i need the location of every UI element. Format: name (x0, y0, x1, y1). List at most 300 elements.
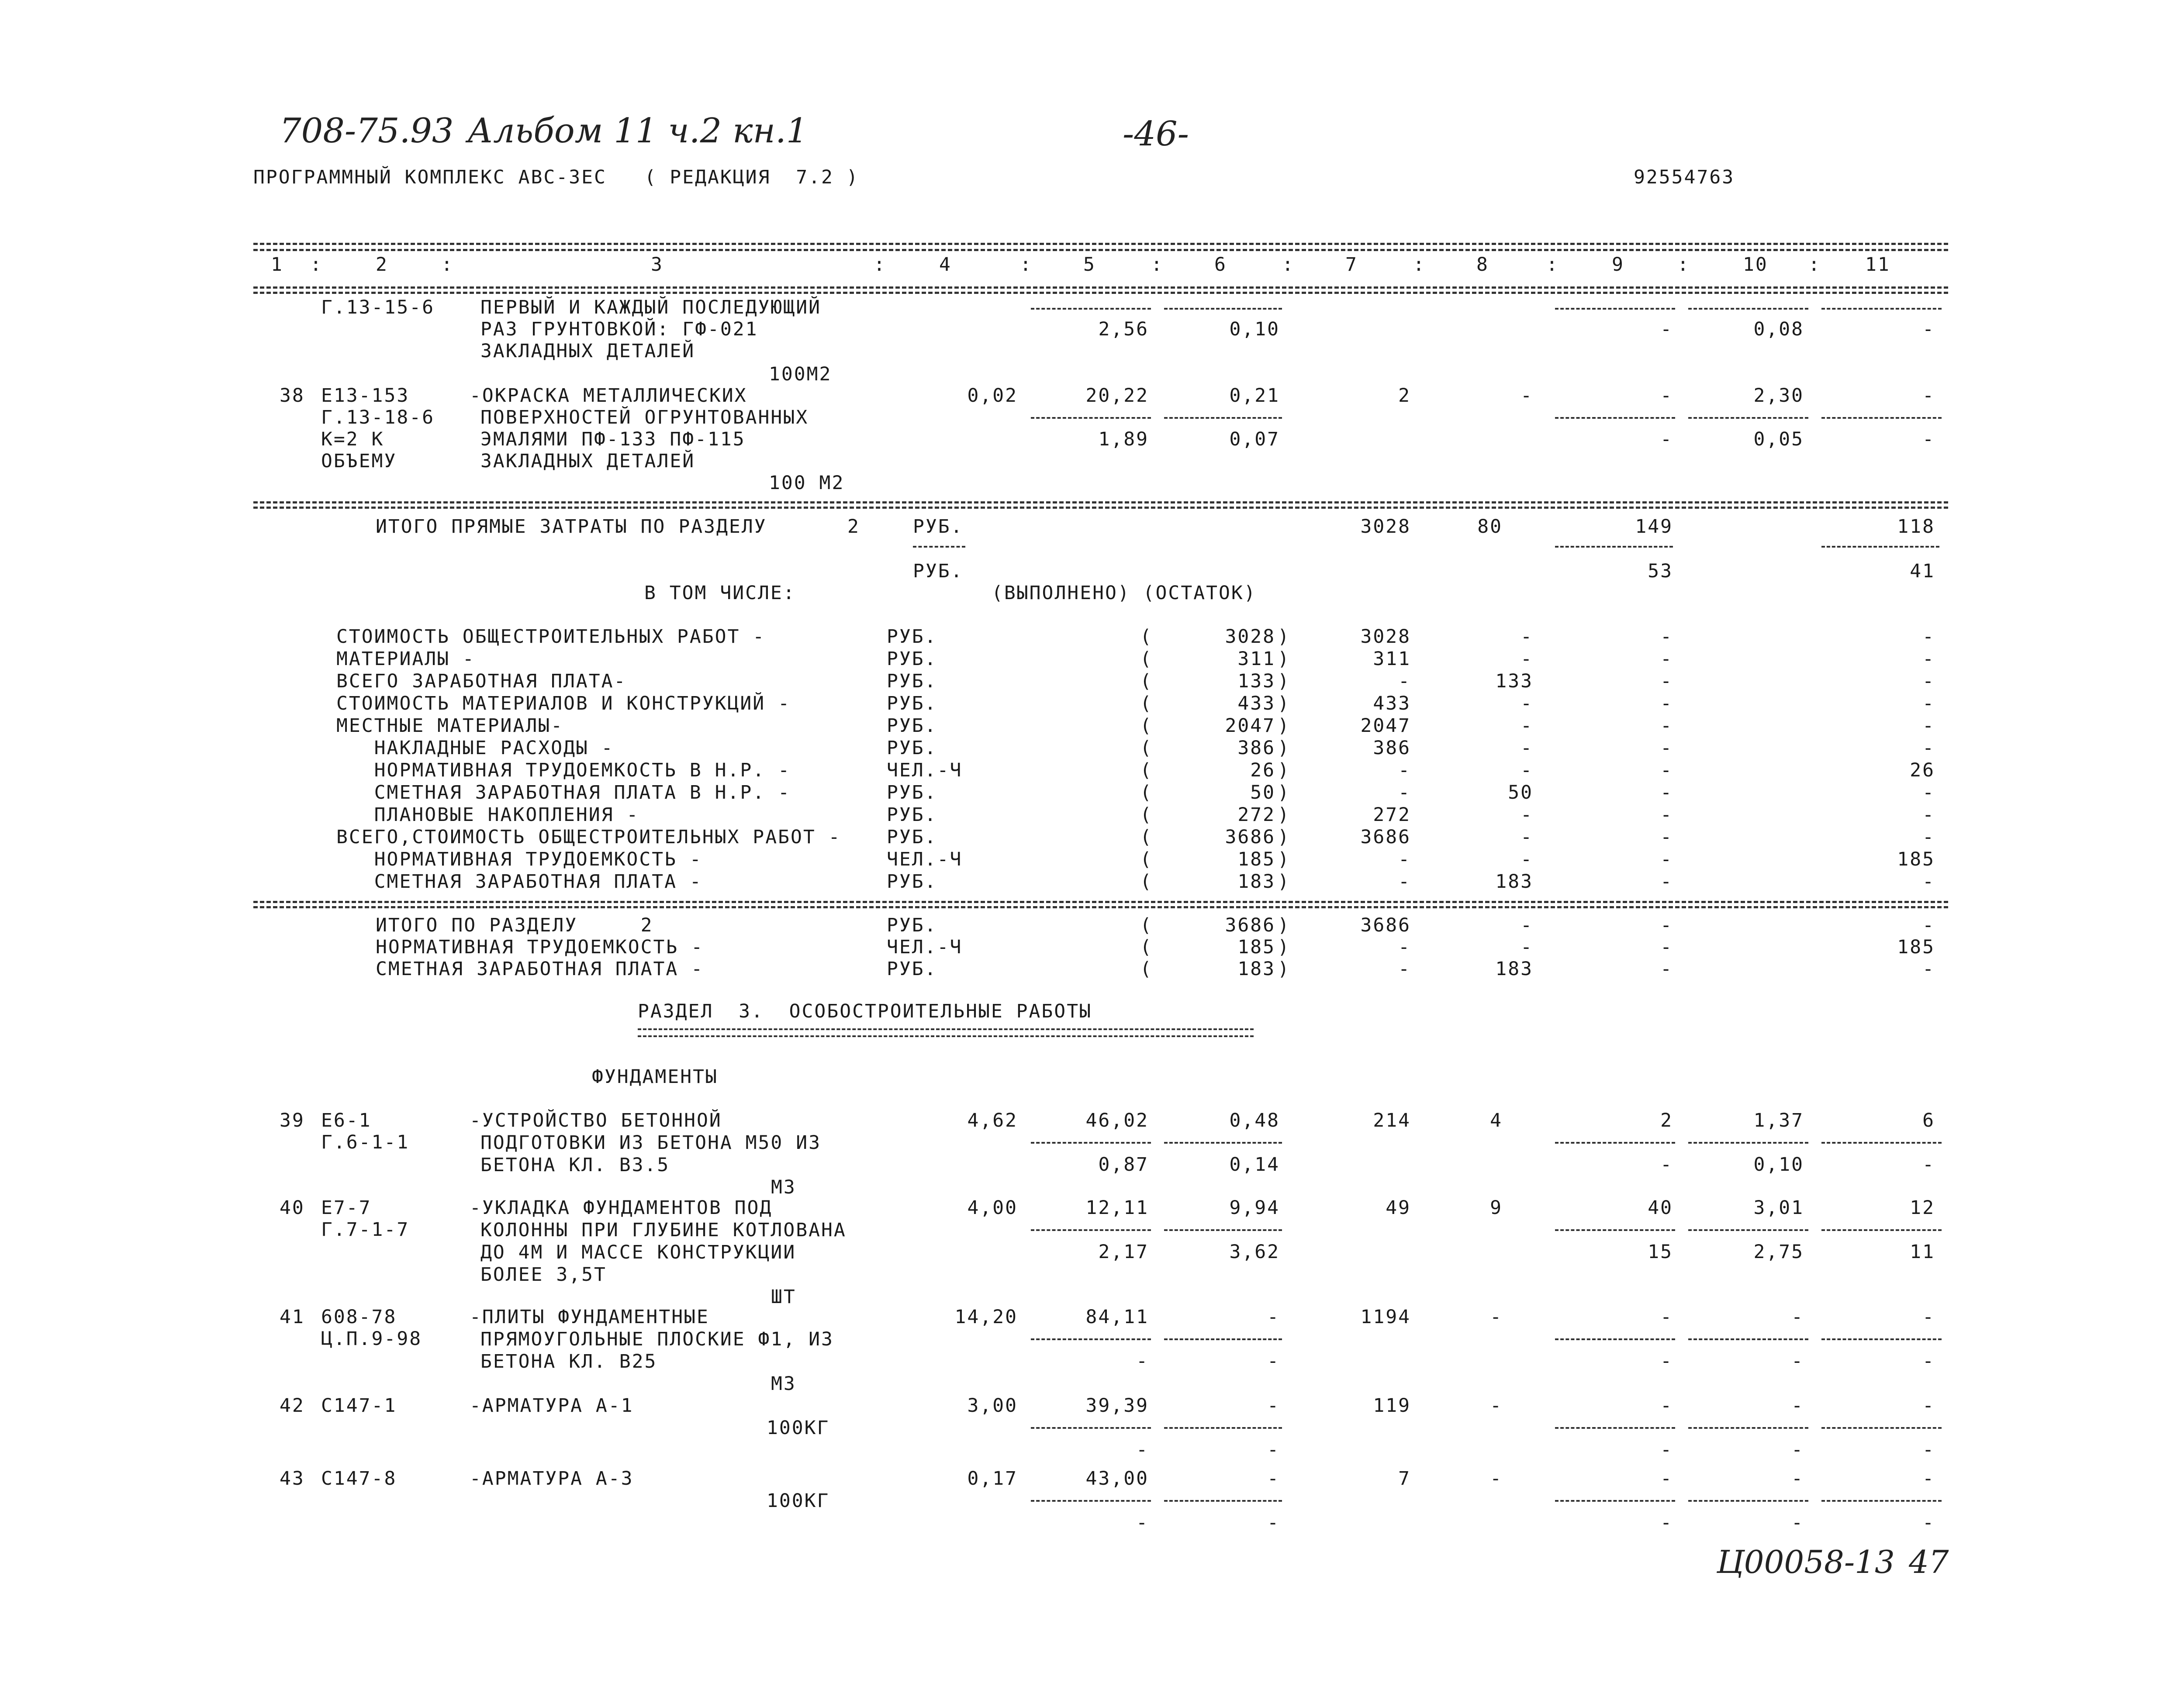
cell-c10: 2,30 (1753, 385, 1804, 407)
breakdown-label: СМЕТНАЯ ЗАРАБОТНАЯ ПЛАТА - (336, 871, 702, 893)
cell-c4: 4,62 (967, 1110, 1018, 1131)
item-code: Е13-153 (321, 385, 410, 407)
breakdown-label: НОРМАТИВНАЯ ТРУДОЕМКОСТЬ В Н.Р. - (336, 759, 791, 781)
row-rule (1555, 417, 1675, 419)
cell-c9: - (1660, 385, 1673, 407)
cell-c6: - (1267, 1306, 1280, 1328)
row-rule (1164, 1427, 1282, 1429)
cell-c9: 149 (1635, 516, 1673, 538)
row-rule (913, 546, 965, 548)
item-description-line: РАЗ ГРУНТОВКОЙ: ГФ-021 (480, 318, 758, 340)
item-description-line: БЕТОНА КЛ. В25 (480, 1351, 657, 1372)
item-description-line: ЗАКЛАДНЫХ ДЕТАЛЕЙ (480, 340, 695, 362)
cell-c4: 0,02 (967, 385, 1018, 407)
cell-c11: 26 (1910, 759, 1935, 781)
close-paren: ) (1278, 936, 1290, 958)
row-rule (1821, 308, 1942, 310)
breakdown-done: 2047 (1225, 715, 1275, 737)
row-rule (1164, 1229, 1282, 1231)
row-rule (1555, 1229, 1675, 1231)
cell-c5: 46,02 (1085, 1110, 1149, 1131)
cell-c9: - (1660, 1306, 1673, 1328)
document-id: 92554763 (1634, 166, 1735, 188)
section-itogo-rule-2 (253, 906, 1948, 908)
section-3-subtitle: ФУНДАМЕНТЫ (592, 1066, 718, 1088)
cell-c11: - (1922, 914, 1935, 936)
open-paren: ( (1140, 936, 1153, 958)
cell-c5: 43,00 (1085, 1468, 1149, 1490)
open-paren: ( (1140, 804, 1153, 826)
item-description-line: КОЛОННЫ ПРИ ГЛУБИНЕ КОТЛОВАНА (480, 1219, 847, 1241)
breakdown-unit: РУБ. (887, 782, 937, 803)
cell-c5: 12,11 (1085, 1197, 1149, 1219)
cell-c10: 1,37 (1753, 1110, 1804, 1131)
cell-c9: - (1660, 1154, 1673, 1176)
item-number: 42 (280, 1395, 305, 1417)
breakdown-unit: РУБ. (887, 826, 937, 848)
item-description-line: -АРМАТУРА А-3 (470, 1468, 634, 1490)
itogo-unit: РУБ. (887, 958, 937, 980)
cell-c6: 3,62 (1229, 1241, 1280, 1263)
table-top-rule (253, 243, 1948, 245)
column-header: 6 (1214, 254, 1227, 276)
item-ref: Ц.П.9-98 (321, 1328, 422, 1350)
cell-c9: - (1660, 737, 1673, 759)
row-rule (1031, 1229, 1151, 1231)
close-paren: ) (1278, 648, 1290, 670)
breakdown-label: СМЕТНАЯ ЗАРАБОТНАЯ ПЛАТА В Н.Р. - (336, 782, 791, 803)
row-rule (1688, 1427, 1808, 1429)
including-label: В ТОМ ЧИСЛЕ: (644, 582, 796, 604)
section-3-underline (638, 1028, 1254, 1037)
row-rule (1031, 1427, 1151, 1429)
cell-c11: - (1922, 1512, 1935, 1534)
breakdown-rest: 272 (1373, 804, 1411, 826)
item-number: 41 (280, 1306, 305, 1328)
itogo-label: СМЕТНАЯ ЗАРАБОТНАЯ ПЛАТА - (376, 958, 704, 980)
column-header: 4 (939, 254, 952, 276)
cell-c6: 0,10 (1229, 318, 1280, 340)
row-rule (1031, 1338, 1151, 1340)
cell-c4: 14,20 (954, 1306, 1018, 1328)
breakdown-done: 3686 (1225, 826, 1275, 848)
cell-c10: - (1791, 1350, 1804, 1372)
item-code: Е6-1 (321, 1110, 372, 1131)
item-description-line: ДО 4М И МАССЕ КОНСТРУКЦИИ (480, 1241, 796, 1263)
item-number: 40 (280, 1197, 305, 1219)
row-rule (1821, 1500, 1942, 1502)
item-number: 39 (280, 1110, 305, 1131)
cell-c11: 185 (1897, 936, 1935, 958)
breakdown-rest: 311 (1373, 648, 1411, 670)
cell-c9: 53 (1648, 560, 1673, 582)
close-paren: ) (1278, 626, 1290, 648)
cell-c8: 133 (1495, 670, 1533, 692)
open-paren: ( (1140, 848, 1153, 870)
cell-c8: - (1521, 914, 1533, 936)
cell-c5: 1,89 (1098, 428, 1149, 450)
item-description-line: -ОКРАСКА МЕТАЛЛИЧЕСКИХ (470, 385, 747, 407)
cell-c9: - (1660, 318, 1673, 340)
section-3-title: РАЗДЕЛ 3. ОСОБОСТРОИТЕЛЬНЫЕ РАБОТЫ (638, 1000, 1092, 1022)
row-rule (1031, 417, 1151, 419)
column-separator: : (1020, 254, 1033, 276)
cell-c6: 0,07 (1229, 428, 1280, 450)
cell-c11: - (1922, 1350, 1935, 1372)
item-ref: Г.7-1-7 (321, 1219, 410, 1241)
open-paren: ( (1140, 648, 1153, 670)
item-description-line: ЭМАЛЯМИ ПФ-133 ПФ-115 (480, 428, 746, 450)
row-rule (1821, 1142, 1942, 1144)
cell-c9: - (1660, 670, 1673, 692)
row-rule (1821, 1338, 1942, 1340)
cell-c9: - (1660, 848, 1673, 870)
cell-c7: 49 (1386, 1197, 1411, 1219)
column-header: 8 (1476, 254, 1489, 276)
cell-c8: - (1521, 648, 1533, 670)
cell-c11: - (1922, 428, 1935, 450)
cell-c8: - (1521, 737, 1533, 759)
row-rule (1555, 1338, 1675, 1340)
row-rule (1688, 1500, 1808, 1502)
item-ref: Г.6-1-1 (321, 1131, 410, 1153)
cell-c11: - (1922, 1154, 1935, 1176)
breakdown-unit: РУБ. (887, 715, 937, 737)
item-ref: ОБЪЕМУ (321, 450, 397, 472)
item-description-line: -УСТРОЙСТВО БЕТОННОЙ (470, 1110, 722, 1131)
direct-costs-total-label: ИТОГО ПРЯМЫЕ ЗАТРАТЫ ПО РАЗДЕЛУ (376, 516, 767, 538)
breakdown-done: 3028 (1225, 626, 1275, 648)
close-paren: ) (1278, 782, 1290, 803)
cell-c8: 50 (1508, 782, 1533, 803)
cell-c9: - (1660, 1512, 1673, 1534)
section-total-rule (253, 501, 1948, 503)
cell-c8: - (1490, 1395, 1503, 1417)
cell-c10: - (1791, 1306, 1804, 1328)
open-paren: ( (1140, 715, 1153, 737)
row-rule (1555, 1142, 1675, 1144)
cell-c9: 40 (1648, 1197, 1673, 1219)
close-paren: ) (1278, 848, 1290, 870)
breakdown-rest: - (1398, 759, 1411, 781)
itogo-label: НОРМАТИВНАЯ ТРУДОЕМКОСТЬ - (376, 936, 704, 958)
breakdown-done: 50 (1250, 782, 1275, 803)
itogo-label: ИТОГО ПО РАЗДЕЛУ 2 (376, 914, 653, 936)
item-description-line: ПОДГОТОВКИ ИЗ БЕТОНА М50 ИЗ (480, 1132, 821, 1154)
cell-c8: 9 (1490, 1197, 1503, 1219)
handwritten-footer-page: 47 (1909, 1544, 1949, 1580)
table-header-rule (253, 286, 1948, 289)
row-rule (1688, 1338, 1808, 1340)
item-description-line: БОЛЕЕ 3,5Т (480, 1264, 607, 1286)
item-description-line: ПРЯМОУГОЛЬНЫЕ ПЛОСКИЕ Ф1, ИЗ (480, 1328, 834, 1350)
cell-c6: 0,14 (1229, 1154, 1280, 1176)
table-header-rule-2 (253, 292, 1948, 294)
close-paren: ) (1278, 693, 1290, 714)
row-rule (1821, 1427, 1942, 1429)
cell-c5: 2,17 (1098, 1241, 1149, 1263)
open-paren: ( (1140, 670, 1153, 692)
direct-costs-unit-2: РУБ. (913, 560, 964, 582)
close-paren: ) (1278, 914, 1290, 936)
cell-c9: - (1660, 1468, 1673, 1490)
cell-c8: - (1490, 1306, 1503, 1328)
cell-c11: - (1922, 782, 1935, 803)
cell-c11: - (1922, 693, 1935, 714)
breakdown-unit: РУБ. (887, 871, 937, 893)
breakdown-rest: 386 (1373, 737, 1411, 759)
cell-c9: - (1660, 804, 1673, 826)
row-rule (1164, 308, 1282, 310)
cell-c6: - (1267, 1395, 1280, 1417)
cell-c11: - (1922, 1468, 1935, 1490)
cell-c7: 3028 (1360, 516, 1411, 538)
item-unit: 100 М2 (769, 472, 845, 494)
handwritten-footer-code: Ц00058-13 (1717, 1544, 1895, 1580)
cell-c10: - (1791, 1468, 1804, 1490)
cell-c11: - (1922, 1306, 1935, 1328)
cell-c10: 0,10 (1753, 1154, 1804, 1176)
itogo-rest: - (1398, 958, 1411, 980)
cell-c11: 185 (1897, 848, 1935, 870)
breakdown-done: 26 (1250, 759, 1275, 781)
row-rule (1688, 308, 1808, 310)
close-paren: ) (1278, 958, 1290, 980)
cell-c11: - (1922, 826, 1935, 848)
cell-c11: - (1922, 385, 1935, 407)
row-rule (1555, 308, 1675, 310)
table-top-rule-2 (253, 249, 1948, 251)
breakdown-unit: РУБ. (887, 648, 937, 670)
cell-c8: - (1521, 385, 1533, 407)
cell-c9: - (1660, 826, 1673, 848)
item-number: 38 (280, 385, 305, 407)
close-paren: ) (1278, 826, 1290, 848)
close-paren: ) (1278, 715, 1290, 737)
row-rule (1821, 546, 1939, 548)
breakdown-rest: 2047 (1360, 715, 1411, 737)
cell-c11: - (1922, 1439, 1935, 1461)
cell-c10: 3,01 (1753, 1197, 1804, 1219)
cell-c11: - (1922, 871, 1935, 893)
cell-c5: 20,22 (1085, 385, 1149, 407)
itogo-done: 183 (1237, 958, 1275, 980)
cell-c11: 118 (1897, 516, 1935, 538)
open-paren: ( (1140, 826, 1153, 848)
cell-c8: - (1521, 715, 1533, 737)
cell-c9: 15 (1648, 1241, 1673, 1263)
cell-c11: - (1922, 715, 1935, 737)
itogo-unit: ЧЕЛ.-Ч (887, 936, 963, 958)
cell-c11: - (1922, 626, 1935, 648)
cell-c9: - (1660, 693, 1673, 714)
cell-c6: 9,94 (1229, 1197, 1280, 1219)
cell-c10: 2,75 (1753, 1241, 1804, 1263)
cell-c11: 11 (1910, 1241, 1935, 1263)
itogo-rest: - (1398, 936, 1411, 958)
cell-c9: - (1660, 958, 1673, 980)
cell-c11: 41 (1910, 560, 1935, 582)
cell-c9: 2 (1660, 1110, 1673, 1131)
column-separator: : (874, 254, 886, 276)
item-description-line: ЗАКЛАДНЫХ ДЕТАЛЕЙ (480, 450, 695, 472)
cell-c6: - (1267, 1439, 1280, 1461)
column-header: 9 (1612, 254, 1624, 276)
open-paren: ( (1140, 914, 1153, 936)
close-paren: ) (1278, 759, 1290, 781)
cell-c8: 4 (1490, 1110, 1503, 1131)
item-code: С147-8 (321, 1468, 397, 1490)
row-rule (1688, 1142, 1808, 1144)
cell-c4: 3,00 (967, 1395, 1018, 1417)
cell-c5: - (1136, 1512, 1149, 1534)
cell-c8: 80 (1477, 516, 1503, 538)
row-rule (1164, 417, 1282, 419)
item-description-line: -УКЛАДКА ФУНДАМЕНТОВ ПОД (470, 1197, 773, 1219)
cell-c6: 0,48 (1229, 1110, 1280, 1131)
row-rule (1555, 1500, 1675, 1502)
cell-c5: 2,56 (1098, 318, 1149, 340)
item-unit: 100М2 (769, 363, 832, 385)
breakdown-rest: - (1398, 782, 1411, 803)
open-paren: ( (1140, 693, 1153, 714)
column-header: 2 (376, 254, 388, 276)
row-rule (1031, 308, 1151, 310)
row-rule (1688, 1229, 1808, 1231)
column-header: 5 (1083, 254, 1096, 276)
row-rule (1821, 1229, 1942, 1231)
cell-c9: - (1660, 715, 1673, 737)
cell-c9: - (1660, 871, 1673, 893)
cell-c5: 0,87 (1098, 1154, 1149, 1176)
cell-c5: - (1136, 1350, 1149, 1372)
itogo-unit: РУБ. (887, 914, 937, 936)
cell-c11: - (1922, 737, 1935, 759)
open-paren: ( (1140, 958, 1153, 980)
cell-c8: - (1521, 759, 1533, 781)
breakdown-label: СТОИМОСТЬ МАТЕРИАЛОВ И КОНСТРУКЦИЙ - (336, 693, 791, 714)
breakdown-unit: РУБ. (887, 626, 937, 648)
cell-c8: - (1521, 626, 1533, 648)
column-header: 1 (271, 254, 283, 276)
itogo-done: 185 (1237, 936, 1275, 958)
breakdown-label: ПЛАНОВЫЕ НАКОПЛЕНИЯ - (336, 804, 639, 826)
cell-c8: - (1490, 1468, 1503, 1490)
row-rule (1821, 417, 1942, 419)
breakdown-label: НОРМАТИВНАЯ ТРУДОЕМКОСТЬ - (336, 848, 702, 870)
direct-costs-section-number: 2 (847, 516, 860, 538)
close-paren: ) (1278, 737, 1290, 759)
cell-c11: - (1922, 670, 1935, 692)
open-paren: ( (1140, 871, 1153, 893)
row-rule (1164, 1142, 1282, 1144)
column-separator: : (441, 254, 454, 276)
item-code: 608-78 (321, 1306, 397, 1328)
breakdown-unit: РУБ. (887, 737, 937, 759)
item-unit: М3 (771, 1176, 796, 1198)
close-paren: ) (1278, 804, 1290, 826)
breakdown-done: 133 (1237, 670, 1275, 692)
cell-c7: 119 (1373, 1395, 1411, 1417)
item-description-line: -АРМАТУРА А-1 (470, 1395, 634, 1417)
cell-c6: - (1267, 1468, 1280, 1490)
breakdown-label: ВСЕГО ЗАРАБОТНАЯ ПЛАТА- (336, 670, 627, 692)
program-complex-line: ПРОГРАММНЫЙ КОМПЛЕКС АВС-3ЕС ( РЕДАКЦИЯ 7.2 ) (253, 166, 859, 188)
breakdown-rest: 3028 (1360, 626, 1411, 648)
cell-c9: - (1660, 626, 1673, 648)
cell-c5: 39,39 (1085, 1395, 1149, 1417)
cell-c9: - (1660, 782, 1673, 803)
breakdown-unit: ЧЕЛ.-Ч (887, 759, 963, 781)
cell-c6: 0,21 (1229, 385, 1280, 407)
column-separator: : (1282, 254, 1295, 276)
item-unit: 100КГ (767, 1417, 830, 1439)
breakdown-label: МЕСТНЫЕ МАТЕРИАЛЫ- (336, 715, 563, 737)
row-rule (1555, 1427, 1675, 1429)
cell-c8: - (1521, 848, 1533, 870)
breakdown-unit: РУБ. (887, 693, 937, 714)
breakdown-done: 183 (1237, 871, 1275, 893)
breakdown-done: 433 (1237, 693, 1275, 714)
breakdown-unit: РУБ. (887, 804, 937, 826)
item-unit: ШТ (771, 1286, 796, 1308)
open-paren: ( (1140, 737, 1153, 759)
breakdown-done: 272 (1237, 804, 1275, 826)
item-number: 43 (280, 1468, 305, 1490)
cell-c9: - (1660, 914, 1673, 936)
cell-c11: - (1922, 958, 1935, 980)
cell-c11: 6 (1922, 1110, 1935, 1131)
row-rule (1164, 1500, 1282, 1502)
column-header: 3 (651, 254, 663, 276)
item-description-line: ПОВЕРХНОСТЕЙ ОГРУНТОВАННЫХ (480, 407, 809, 428)
cell-c7: 214 (1373, 1110, 1411, 1131)
cell-c11: - (1922, 648, 1935, 670)
cell-c8: 183 (1495, 871, 1533, 893)
item-ref: К=2 К (321, 428, 384, 450)
cell-c11: - (1922, 1395, 1935, 1417)
handwritten-album-label: Альбом 11 ч.2 кн.1 (467, 111, 808, 151)
breakdown-label: СТОИМОСТЬ ОБЩЕСТРОИТЕЛЬНЫХ РАБОТ - (336, 626, 766, 648)
cell-c5: - (1136, 1439, 1149, 1461)
cell-c10: 0,05 (1753, 428, 1804, 450)
item-description-line: -ПЛИТЫ ФУНДАМЕНТНЫЕ (470, 1306, 709, 1328)
breakdown-label: ВСЕГО,СТОИМОСТЬ ОБЩЕСТРОИТЕЛЬНЫХ РАБОТ - (336, 826, 841, 848)
column-separator: : (1677, 254, 1690, 276)
item-unit: 100КГ (767, 1490, 830, 1512)
breakdown-label: МАТЕРИАЛЫ - (336, 648, 475, 670)
cell-c8: - (1521, 804, 1533, 826)
breakdown-rest: - (1398, 848, 1411, 870)
breakdown-done: 311 (1237, 648, 1275, 670)
open-paren: ( (1140, 759, 1153, 781)
handwritten-project-code: 708-75.93 (280, 111, 454, 151)
cell-c10: - (1791, 1395, 1804, 1417)
item-code: С147-1 (321, 1395, 397, 1417)
page-number: -46- (1123, 114, 1189, 154)
close-paren: ) (1278, 670, 1290, 692)
done-remainder-header: (ВЫПОЛНЕНО) (ОСТАТОК) (992, 582, 1257, 604)
cell-c9: - (1660, 428, 1673, 450)
cell-c8: - (1521, 693, 1533, 714)
item-ref: Г.13-15-6 (321, 297, 435, 318)
cell-c11: 12 (1910, 1197, 1935, 1219)
breakdown-unit: РУБ. (887, 670, 937, 692)
column-separator: : (310, 254, 323, 276)
cell-c11: - (1922, 804, 1935, 826)
row-rule (1031, 1142, 1151, 1144)
cell-c10: - (1791, 1512, 1804, 1534)
